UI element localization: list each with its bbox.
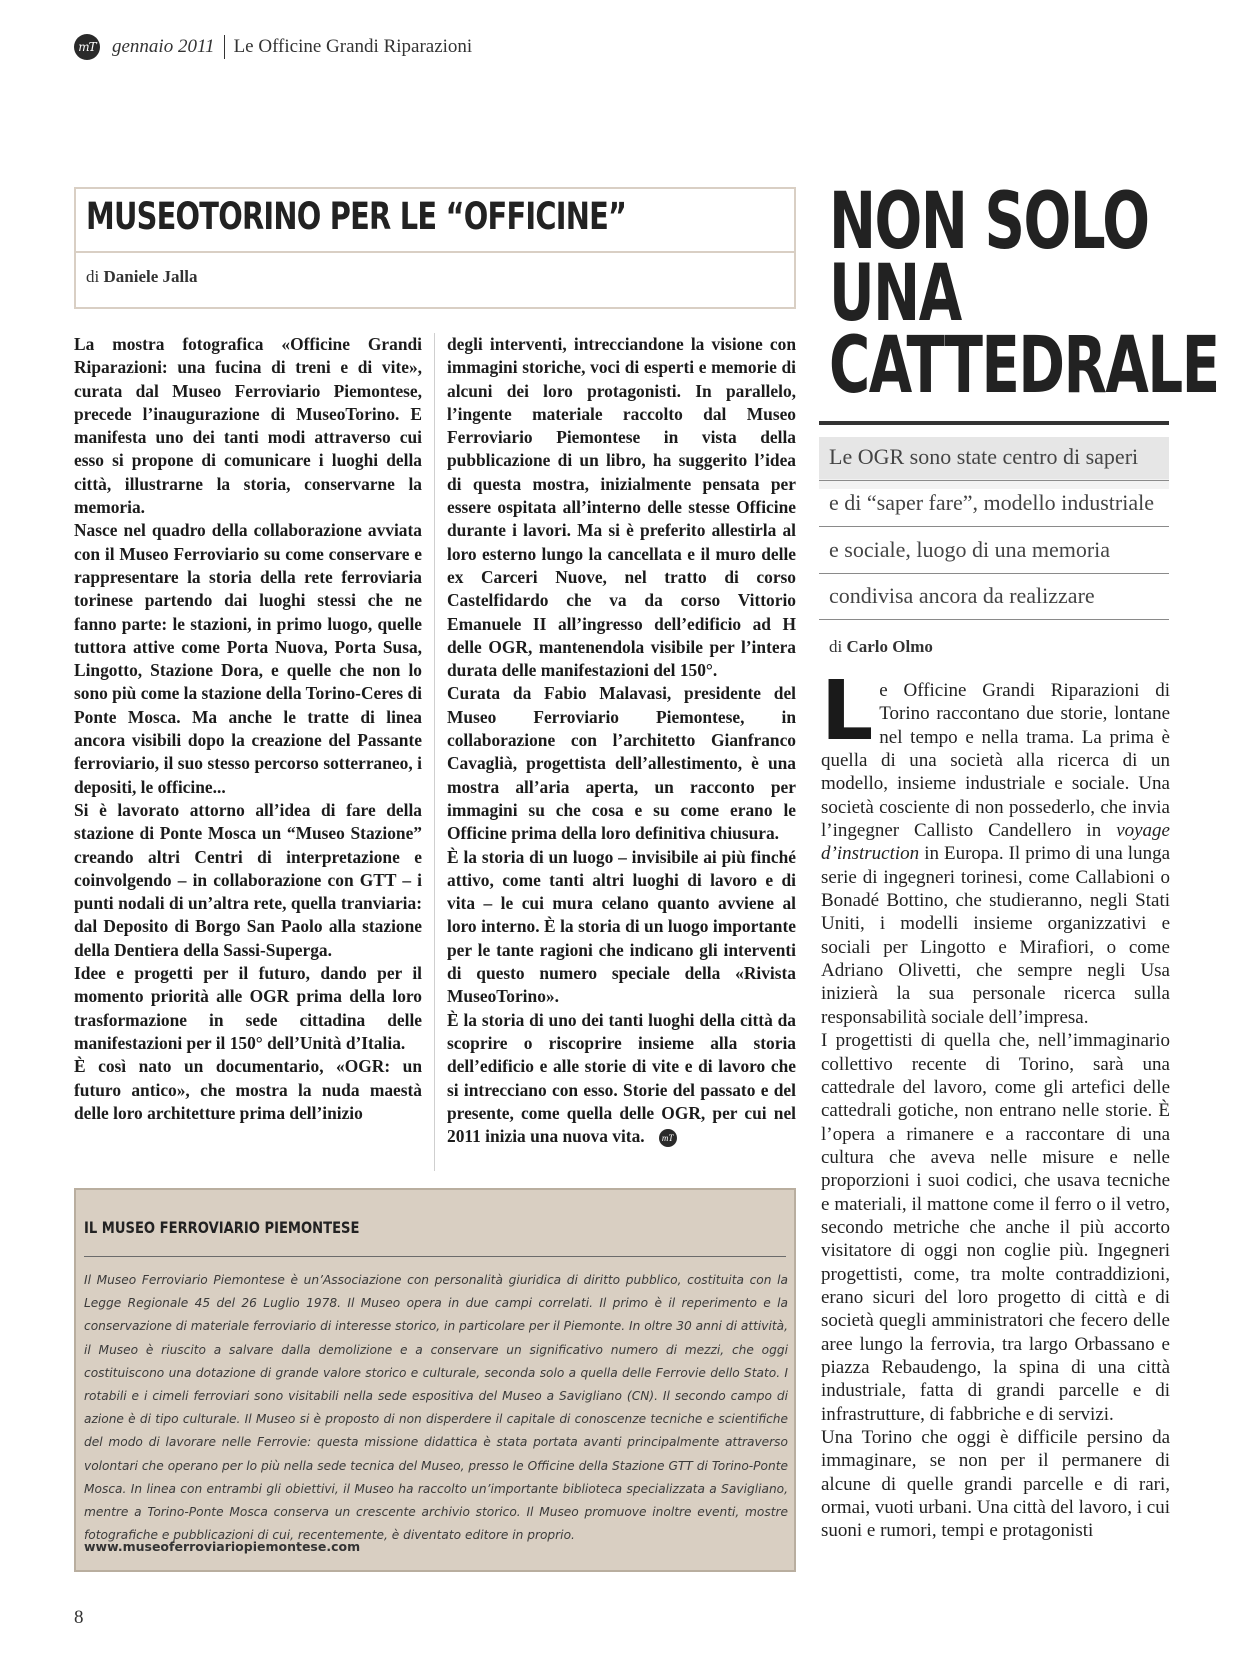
title-divider: [76, 251, 794, 253]
article1-byline: di Daniele Jalla: [86, 267, 198, 286]
end-of-article-icon: mT: [659, 1129, 677, 1147]
section-title: Le Officine Grandi Riparazioni: [233, 36, 473, 57]
subtitle-rule: [819, 573, 1169, 574]
museum-website-link[interactable]: www.museoferroviariopiemontese.com: [84, 1539, 361, 1554]
article2-title: [829, 177, 1219, 411]
paragraph: Le Officine Grandi Riparazioni di Torino raccontano due storie, lontane nel tempo e nella trama. La prima è quella di una società alla ricerca di un modello, insieme industriale e sociale. Una società cosciente di non possederlo, che invia l’ingegner Callisto Candellero in voyage d’instruction in Europa. Il primo di una lunga serie di ingegneri torinesi, come Callabioni o Bonadé Bottino, che studieranno, negli Stati Uniti, i modelli insieme organizzativi e sociali per Lingotto e Mirafiori, o come Adriano Olivetti, che sempre negli Usa inizierà la sua personale ricerca sulla responsabilità sociale dell’impresa.: [821, 664, 1171, 1028]
header-divider: [224, 35, 225, 59]
info-box-body: [84, 1269, 788, 1547]
column-divider: [434, 333, 435, 1171]
museum-info-box: [74, 1188, 796, 1572]
article1-column-2: [447, 333, 796, 1148]
subtitle-rule: [819, 526, 1169, 527]
article1-title-box: [74, 187, 796, 309]
paragraph: I progettisti di quella che, nell’immaginario collettivo recente di Torino, sarà una cattedrale del lavoro, come gli artefici delle cattedrali gotiche, non entrano nelle storie. È l’opera a rimanere e a raccontare di una cultura che aveva nelle misure e nelle proporzioni i suoi codici, che usava tecniche e materiali, il mattone come il ferro o il vetro, secondo metriche che anche il più accorto visitatore di oggi non coglie più. Ingegneri progettisti, come, tra molte contraddizioni, erano sicuri del loro progetto di città e di società quegli amministratori che fecero delle aree lungo la ferrovia, tra largo Orbassano e piazza Rebaudengo, la spina di una città industriale, fatta di grandi parcelle e di infrastrutture, di fabbriche e di servizi.: [821, 1030, 1170, 1425]
subtitle-line: condivisa ancora da realizzare: [829, 583, 1095, 608]
running-header: [74, 33, 472, 61]
paragraph: È così nato un documentario, «OGR: un futuro antico», che mostra la nuda maestà delle loro architetture prima dell’inizio: [74, 1056, 422, 1123]
article2-byline: di Carlo Olmo: [829, 637, 933, 656]
italic-phrase: voyage d’instruction: [821, 820, 1170, 865]
subtitle-line: e sociale, luogo di una memoria: [829, 537, 1111, 562]
article2-column: [821, 664, 1171, 1543]
subtitle-rule: [819, 480, 1169, 481]
paragraph: È la storia di uno dei tanti luoghi della città da scoprire o riscoprire insieme alla storia dell’edificio e alle storie di vite e di lavoro che si intrecciano con esso. Storie del passato e del presente, come quella delle OGR, per cui nel 2011 inizia una nuova vita. mT: [447, 1009, 796, 1147]
paragraph: La mostra fotografica «Officine Grandi Riparazioni: una fucina di treni e di vite», curata dal Museo Ferroviario Piemontese, precede l’inaugurazione di MuseoTorino. E manifesta uno dei tanti modi attraverso cui esso si propone di comunicare i luoghi della città, illustrarne la storia, conservarne la memoria.: [74, 334, 422, 518]
drop-cap: L: [821, 664, 874, 759]
title-rule: [819, 421, 1169, 425]
paragraph: È la storia di un luogo – invisibile ai più finché attivo, come tanti altri luoghi di lavoro e di vita – le cui mura celano quanto avviene al loro interno. È la storia di un luogo importante per le tante ragioni che indicano gli interventi di questo numero speciale della «Rivista MuseoTorino».: [447, 846, 796, 1007]
paragraph: Idee e progetti per il futuro, dando per il momento priorità alle OGR prima della loro trasformazione in sede cittadina delle manifestazioni per il 150° dell’Unità d’Italia.: [74, 963, 422, 1053]
title-line: UNA: [829, 249, 961, 339]
info-box-text: Il Museo Ferroviario Piemontese è un’Associazione con personalità giuridica di diritto pubblico, costituita con la Legge Regionale 45 del 26 Luglio 1978. Il Museo opera in due campi correlati. Il primo è il reperimento e la conservazione di materiale ferroviario di interesse storico, in particolare per il Piemonte. In oltre 30 anni di attività, il Museo è riuscito a salvare dalla demolizione e a conservare un significativo numero di mezzi, che oggi costituiscono una dotazione di grande valore storico e culturale, seconda solo a quella delle Ferrovie dello Stato. I rotabili e i cimeli ferroviari sono visitabili nella sede espositiva del Museo a Savigliano (CN). Il secondo campo di azione è di tipo culturale. Il Museo si è proposto di non disperdere il capitale di conoscenze tecniche e scientifiche del modo di lavorare nelle Ferrovie: questa missione didattica è stata portata avanti principalmente attraverso volontari che operano per lo più nella sede tecnica del Museo, presso le Officine della Stazione GTT di Torino-Ponte Mosca. In linea con entrambi gli obiettivi, il Museo ha raccolto un’importante biblioteca specializzata a Savigliano, mentre a Torino-Ponte Mosca conserva un crescente archivio storico. Il Museo promuove inoltre eventi, mostre fotografiche e pubblicazioni di cui, recentemente, è diventato editore in proprio.: [84, 1273, 788, 1543]
subtitle-line: e di “saper fare”, modello industriale: [829, 490, 1154, 515]
page-number: 8: [74, 1607, 84, 1628]
paragraph: Nasce nel quadro della collaborazione avviata con il Museo Ferroviario su come conservare e rappresentare la storia della rete ferroviaria torinese partendo dai luoghi stessi che ne fanno parte: le stazioni, in primo luogo, quelle tuttora attive come Porta Nuova, Porta Susa, Lingotto, Stazione Dora, e quelle che non lo sono più come la stazione della Torino-Ceres di Ponte Mosca. Ma anche le tratte di linea ancora visibili dopo la creazione del Passante ferroviario, il suo stesso percorso sotterraneo, i depositi, le officine...: [74, 520, 422, 797]
article1-title: MUSEOTORINO PER LE “OFFICINE”: [86, 195, 627, 238]
title-line: NON SOLO: [829, 177, 1149, 267]
title-line: CATTEDRALE: [829, 321, 1219, 411]
subtitle-line: Le OGR sono state centro di saperi: [829, 444, 1139, 469]
paragraph: Si è lavorato attorno all’idea di fare della stazione di Ponte Mosca un “Museo Stazione” creando altri Centri di interpretazione e coinvolgendo – in collaborazione con GTT – i punti nodali di un’altra rete, quella tranviaria: dal Deposito di Borgo San Paolo alla stazione della Dentiera della Sassi-Superga.: [74, 799, 422, 960]
article2-author: Carlo Olmo: [846, 637, 933, 656]
paragraph: degli interventi, intrecciandone la visione con immagini storiche, voci di esperti e memorie di alcuni dei loro protagonisti. In parallelo, l’ingente materiale raccolto dal Museo Ferroviario Piemontese in vista della pubblicazione di un libro, ha suggerito l’idea di questa mostra, inizialmente pensata per essere ospitata all’interno delle stesse Officine durante i lavori. Ma si è preferito allestirla al loro esterno lungo la cancellata e il muro delle ex Carceri Nuove, nel tratto di corso Castelfidardo che va da corso Vittorio Emanuele II all’ingresso dell’edificio ad H delle OGR, mantenendola visibile per l’intera durata delle manifestazioni del 150°.: [447, 334, 796, 681]
issue-date: gennaio 2011: [112, 36, 215, 57]
info-box-title: IL MUSEO FERROVIARIO PIEMONTESE: [84, 1218, 360, 1237]
article1-author: Daniele Jalla: [103, 267, 198, 286]
paragraph: Una Torino che oggi è difficile persino da immaginare, se non per il permanere di alcune di quelle grandi parcelle e di rari, ormai, vuoti urbani. Una città del lavoro, i cui suoni e rumori, tempi e protagonisti: [821, 1427, 1170, 1542]
magazine-logo-icon: mT: [74, 34, 100, 60]
subtitle-rule: [819, 619, 1169, 620]
info-box-rule: [84, 1256, 786, 1257]
article1-column-1: [74, 333, 422, 1125]
paragraph: Curata da Fabio Malavasi, presidente del Museo Ferroviario Piemontese, in collaborazione con l’architetto Gianfranco Cavaglià, progettista dell’allestimento, è una mostra all’aria aperta, un racconto per immagini su che cosa e su come erano le Officine prima della loro definitiva chiusura.: [447, 683, 796, 844]
